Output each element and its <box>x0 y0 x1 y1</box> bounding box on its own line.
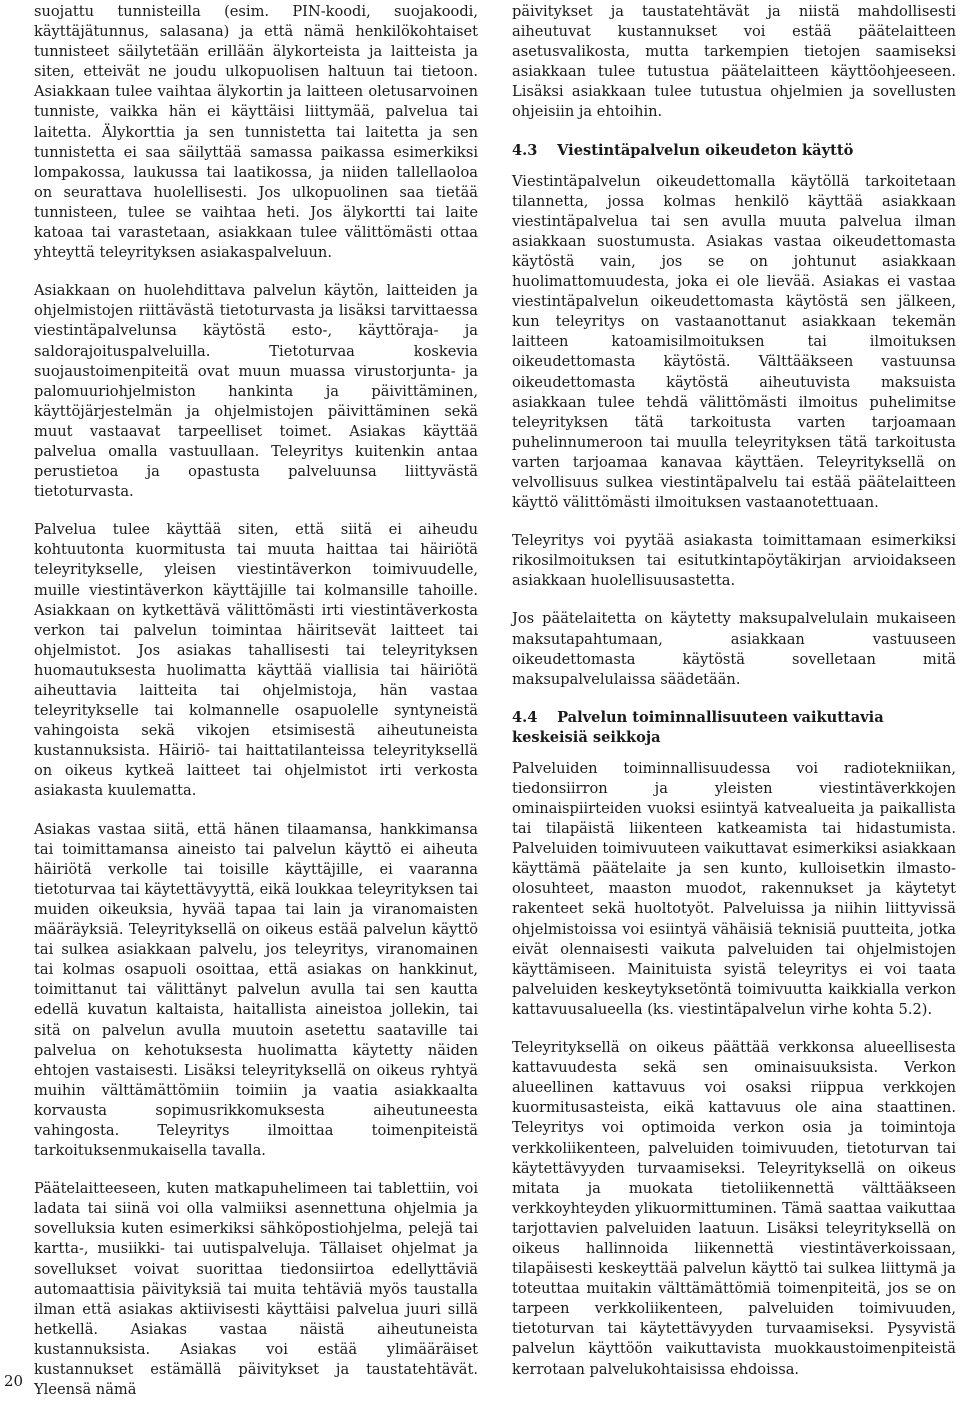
paragraph: Asiakkaan on huolehdittava palvelun käytön, laitteiden ja ohjelmistojen riittävästä tietoturvasta ja lisäksi tarvittaessa viestintäpalvelunsa käytöstä esto-, käyttöraja- ja saldorajoituspalveluilla. Tietoturvaa koskevia suojaustoimenpiteitä ovat muun muassa virustorjunta- ja palomuuriohjelmiston hankinta ja päivittäminen, käyttöjärjestelmän ja ohjelmistojen päivittäminen sekä muut vastaavat tarpeelliset toimet. Asiakas käyttää palvelua omalla vastuullaan. Teleyritys kuitenkin antaa perustietoa ja opastusta palveluunsa liittyvästä tietoturvasta. <box>34 282 478 501</box>
section-title: Viestintäpalvelun oikeudeton käyttö <box>557 141 854 159</box>
section-number: 4.4 <box>512 708 538 726</box>
paragraph: Jos päätelaitetta on käytetty maksupalvelulain mukaiseen maksutapahtumaan, asiakkaan vastuuseen oikeudettomasta käytöstä sovelletaan mitä maksupalvelulaissa säädetään. <box>512 610 956 688</box>
paragraph: Teleyritys voi pyytää asiakasta toimittamaan esimerkiksi rikosilmoituksen tai esitutkintapöytäkirjan arvioidakseen asiakkaan huolellisuusastetta. <box>512 532 956 590</box>
right-column <box>512 2 956 1398</box>
section-heading-4-3 <box>512 141 956 161</box>
section-title: Palvelun toiminnallisuuteen vaikuttavia keskeisiä seikkoja <box>512 708 884 746</box>
section-heading-4-4 <box>512 708 956 748</box>
paragraph: Palvelua tulee käyttää siten, että siitä ei aiheudu kohtuutonta kuormitusta tai muuta haittaa tai häiriötä teleyritykselle, yleisen viestintäverkon toimivuudelle, muille viestintäverkon käyttäjille tai kolmansille tahoille. Asiakkaan on kytkettävä välittömästi irti viestintäverkosta verkon tai palvelun toimintaa häiritsevät laitteet tai ohjelmistot. Jos asiakas tahallisesti tai teleyrityksen huomautuksesta huolimatta käyttää viallisia tai häiriötä aiheuttavia laitteita tai ohjelmistoja, hän vastaa teleyritykselle tai kolmannelle osapuolelle syntyneistä vahingoista sekä vikojen etsimisestä aiheutuneista kustannuksista. Häiriö- tai haittatilanteissa teleyrityksellä on oikeus kytkeä laitteet tai ohjelmistot irti verkosta asiakasta kuulematta. <box>34 521 478 800</box>
paragraph: suojattu tunnisteilla (esim. PIN-koodi, suojakoodi, käyttäjätunnus, salasana) ja että nämä henkilökohtaiset tunnisteet säilytetään erillään älykorteista ja laitteista ja siten, etteivät ne joudu ulkopuolisen haltuun tai tietoon. Asiakkaan tulee vaihtaa älykortin ja laitteen oletusarvoinen tunniste, vaikka hän ei käyttäisi liittymää, palvelua tai laitetta. Älykorttia ja sen tunnistetta tai laitetta ja sen tunnistetta ei saa säilyttää samassa paikassa esimerkiksi lompakossa, laukussa tai laatikossa, ja niiden tallellaoloa on seurattava huolellisesti. Jos ulkopuolinen saa tietää tunnisteen, tulee se vaihtaa heti. Jos älykortti tai laite katoaa tai varastetaan, asiakkaan tulee välittömästi ottaa yhteyttä teleyrityksen asiakaspalveluun. <box>34 3 478 262</box>
paragraph: Päätelaitteeseen, kuten matkapuhelimeen tai tablettiin, voi ladata tai siinä voi olla valmiiksi asennettuna ohjelmia ja sovelluksia kuten esimerkiksi sähköpostiohjelma, pelejä tai kartta-, musiikki- tai uutispalveluja. Tällaiset ohjelmat ja sovellukset voivat suorittaa tiedonsiirtoa edellyttäviä automaattisia päivityksiä tai muita tehtäviä myös taustalla ilman että asiakas aktiivisesti käyttäisi palvelua juuri sillä hetkellä. Asiakas vastaa näistä aiheutuneista kustannuksista. Asiakas voi estää ylimääräiset kustannukset estämällä päivitykset ja taustatehtävät. Yleensä nämä <box>34 1180 478 1399</box>
left-column <box>34 2 478 1418</box>
section-number: 4.3 <box>512 141 538 159</box>
page-number: 20 <box>4 1372 24 1390</box>
paragraph: Viestintäpalvelun oikeudettomalla käytöllä tarkoitetaan tilannetta, jossa kolmas henkilö käyttää asiakkaan viestintäpalvelua tai sen avulla muuta palvelua ilman asiakkaan suostumusta. Asiakas vastaa oikeudettomasta käytöstä vain, jos se on johtunut asiakkaan huolimattomuudesta, joka ei ole lievää. Asiakas ei vastaa viestintäpalvelun oikeudettomasta käytöstä sen jälkeen, kun teleyritys on vastaanottanut asiakkaan tekemän laitteen katoamisilmoituksen tai ilmoituksen oikeudettomasta käytöstä. Välttääkseen vastuunsa oikeudettomasta käytöstä aiheutuvista maksuista asiakkaan tulee tehdä välittömästi ilmoitus puhelimitse teleyrityksen tätä tarkoitusta varten tarjoamaan puhelinnumeroon tai muulla teleyrityksen tätä tarkoitusta varten tarjoamaa kanavaa käyttäen. Teleyrityksellä on velvollisuus sulkea viestintäpalvelu tai estää päätelaitteen käyttö välittömästi ilmoituksen vastaanotettuaan. <box>512 172 956 512</box>
paragraph: Palveluiden toiminnallisuudessa voi radiotekniikan, tiedonsiirron ja yleisten viestintäverkkojen ominaispiirteiden vuoksi esiintyä katvealueita ja paikallista tai tilapäistä liikenteen katkeamista tai hidastumista. Palveluiden toimivuuteen vaikuttavat esimerkiksi asiakkaan käyttämä päätelaite ja sen kunto, kulloisetkin ilmasto-olosuhteet, maaston muodot, rakennukset ja käytetyt rakenteet sekä huoltotyöt. Palveluissa ja niihin liittyvissä ohjelmistoissa voi esiintyä vähäisiä teknisiä puutteita, jotka eivät olennaisesti vaikuta palveluiden tai ohjelmistojen käyttämiseen. Mainituista syistä teleyritys ei voi taata palveluiden keskeytyksetöntä toimivuutta kaikkialla verkon kattavuusalueella (ks. viestintäpalvelun virhe kohta 5.2). <box>512 759 956 1018</box>
paragraph: päivitykset ja taustatehtävät ja niistä mahdollisesti aiheutuvat kustannukset voi estää päätelaitteen asetusvalikosta, mutta tarkempien tietojen saamiseksi asiakkaan tulee tutustua päätelaitteen käyttöohjeeseen. Lisäksi asiakkaan tulee tutustua ohjelmien ja sovellusten ohjeisiin ja ehtoihin. <box>512 3 956 121</box>
paragraph: Asiakas vastaa siitä, että hänen tilaamansa, hankkimansa tai toimittamansa aineisto tai palvelun käyttö ei aiheuta häiriötä verkolle tai toisille käyttäjille, ei vaaranna tietoturvaa tai käytettävyyttä, eikä loukkaa teleyrityksen tai muiden oikeuksia, hyvää tapaa tai lain ja viranomaisten määräyksiä. Teleyrityksellä on oikeus estää palvelun käyttö tai sulkea asiakkaan palvelu, jos teleyritys, viranomainen tai kolmas osapuoli osoittaa, että asiakas on hankkinut, toimittanut tai välittänyt palvelun avulla tai sen kautta edellä kuvatun kaltaista, haitallista aineistoa jollekin, tai sitä on palvelun avulla muutoin asetettu saataville tai palvelua on kehotuksesta huolimatta käytetty näiden ehtojen vastaisesti. Lisäksi teleyrityksellä on oikeus ryhtyä muihin välttämättömiin toimiin ja vaatia asiakkaalta korvausta sopimusrikkomuksesta aiheutuneesta vahingosta. Teleyritys ilmoittaa toimenpiteistä tarkoituksenmukaisella tavalla. <box>34 820 478 1160</box>
paragraph: Teleyrityksellä on oikeus päättää verkkonsa alueellisesta kattavuudesta sekä sen ominaisuuksista. Verkon alueellinen kattavuus voi osaksi riippua verkkojen kuormitusasteista, eikä kattavuus ole aina staattinen. Teleyritys voi optimoida verkon osia ja toimintoja verkkoliikenteen, palveluiden toimivuuden, tietoturvan tai käytettävyyden turvaamiseksi. Teleyrityksellä on oikeus mitata ja muokata tietoliikennettä välttääkseen verkkoyhteyden ylikuormittuminen. Tämä saattaa vaikuttaa tarjottavien palveluiden laatuun. Lisäksi teleyrityksellä on oikeus hallinnoida liikennettä viestintäverkoissaan, tilapäisesti keskeyttää palvelun käyttö tai sulkea liittymä ja toteuttaa muitakin välttämättömiä toimenpiteitä, jos se on tarpeen verkkoliikenteen, palveluiden toimivuuden, tietoturvan tai käytettävyyden turvaamiseksi. Pysyvistä palvelun käyttöön vaikuttavista muokkaustoimenpiteistä kerrotaan palvelukohtaisissa ehdoissa. <box>512 1039 956 1378</box>
